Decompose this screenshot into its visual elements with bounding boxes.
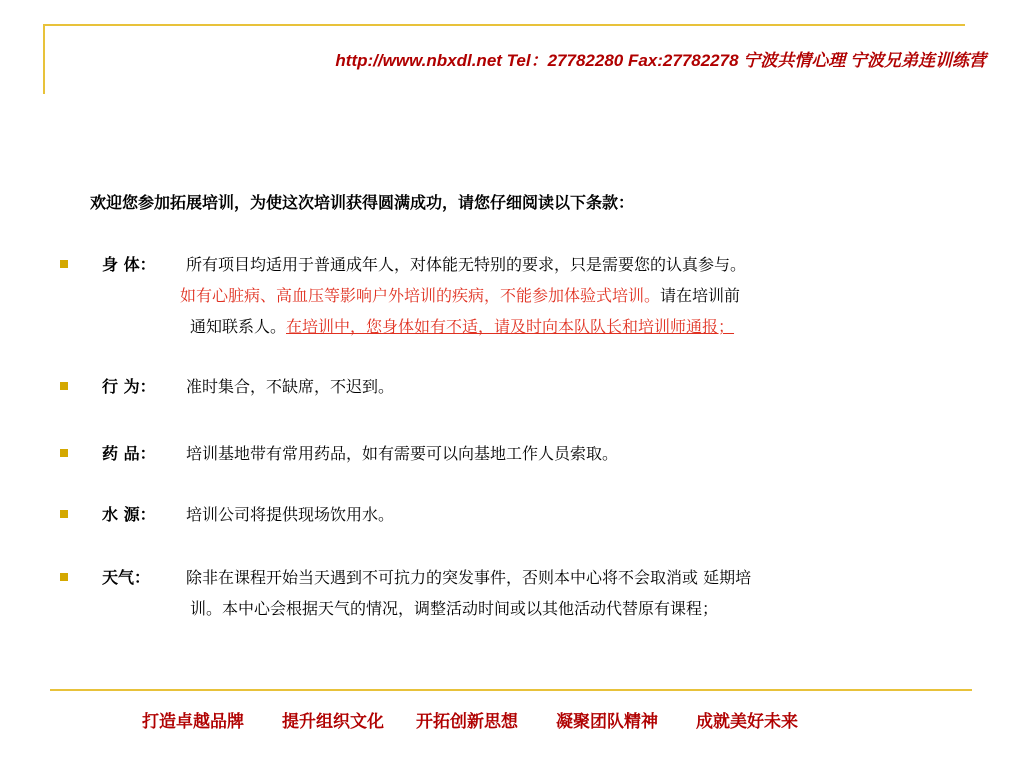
slogan-4: 凝聚团队精神 [556, 712, 658, 732]
bullet-icon [60, 260, 68, 268]
bullet-icon [60, 382, 68, 390]
item-text-cont: 请在培训前 [660, 286, 741, 305]
item-label: 水 源： [102, 505, 156, 524]
slogan-1: 打造卓越品牌 [142, 712, 244, 732]
intro-text: 欢迎您参加拓展培训，为使这次培训获得圆满成功，请您仔细阅读以下条款： [90, 193, 635, 212]
slogan-3: 开拓创新思想 [416, 712, 518, 732]
item-medicine [60, 438, 960, 469]
item-water [60, 499, 960, 530]
item-warning-red: 如有心脏病、高血压等影响户外培训的疾病，不能参加体验式培训。 [180, 286, 661, 305]
item-text-cont: 通知联系人。 [190, 317, 287, 336]
item-behavior [60, 371, 960, 402]
item-text-line2: 训。本中心会根据天气的情况，调整活动时间或以其他活动代替原有课程； [190, 599, 719, 618]
item-label: 药 品： [102, 444, 156, 463]
footer-slogans [142, 707, 798, 732]
item-text-line2 [180, 280, 740, 311]
item-text: 除非在课程开始当天遇到不可抗力的突发事件，否则本中心将不会取消或 延期培 [186, 568, 752, 587]
item-label: 行 为： [102, 377, 156, 396]
item-text: 培训公司将提供现场饮用水。 [186, 505, 395, 524]
item-text: 所有项目均适用于普通成年人，对体能无特别的要求，只是需要您的认真参与。 [186, 255, 747, 274]
item-label: 身 体： [102, 255, 156, 274]
item-label: 天气： [102, 568, 151, 587]
item-body [60, 249, 960, 349]
item-text: 准时集合，不缺席，不迟到。 [186, 377, 395, 396]
header-contact: http://www.nbxdl.net Tel：27782280 Fax:27782278 宁波共情心理 宁波兄弟连训练营 [335, 51, 986, 70]
footer-line [50, 689, 972, 691]
item-warning-underline: 在培训中，您身体如有不适，请及时向本队队长和培训师通报； [286, 317, 735, 336]
item-text-line3 [190, 311, 734, 342]
frame-left-line [43, 24, 45, 94]
item-weather [60, 562, 960, 624]
bullet-icon [60, 510, 68, 518]
item-text: 培训基地带有常用药品，如有需要可以向基地工作人员索取。 [186, 444, 619, 463]
bullet-icon [60, 449, 68, 457]
frame-top-line [43, 24, 965, 26]
slogan-2: 提升组织文化 [282, 712, 384, 732]
bullet-icon [60, 573, 68, 581]
slogan-5: 成就美好未来 [696, 712, 798, 732]
